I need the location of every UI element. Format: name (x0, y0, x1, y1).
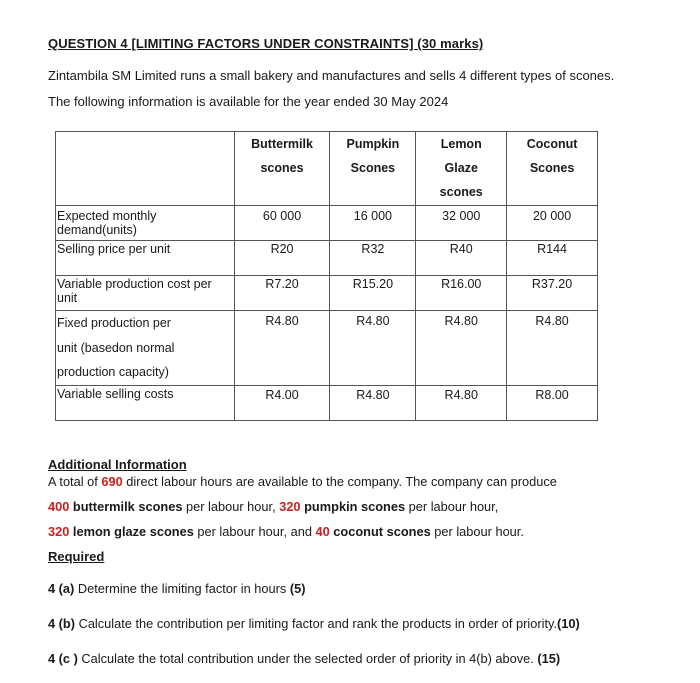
cell-value: 60 000 (234, 206, 330, 241)
cell-value: R7.20 (234, 276, 330, 311)
cell-value: R8.00 (507, 385, 598, 420)
table-row (56, 241, 598, 276)
question-4a: 4 (a) Determine the limiting factor in hours (5) (48, 581, 306, 596)
question-heading: QUESTION 4 [LIMITING FACTORS UNDER CONSTRAINTS] (30 marks) (48, 36, 484, 51)
header-lemon-glaze: Lemon Glaze scones (416, 132, 507, 206)
row-label-fixed-production: Fixed production per unit (basedon normal production capacity) (56, 311, 235, 386)
table-row (56, 385, 598, 420)
header-pumpkin: Pumpkin Scones (330, 132, 416, 206)
question-4c: 4 (c ) Calculate the total contribution under the selected order of priority in 4(b) above. (15) (48, 651, 561, 666)
row-label-demand: Expected monthly demand(units) (56, 206, 235, 241)
cell-value: R20 (234, 241, 330, 276)
header-coconut: Coconut Scones (507, 132, 598, 206)
cell-value: R4.80 (234, 311, 330, 386)
cell-value: 16 000 (330, 206, 416, 241)
cell-value: R144 (507, 241, 598, 276)
table-row (56, 276, 598, 311)
cell-value: R4.80 (416, 385, 507, 420)
header-buttermilk: Buttermilk scones (234, 132, 330, 206)
intro-line-2: The following information is available for the year ended 30 May 2024 (48, 94, 449, 109)
cell-value: R4.80 (416, 311, 507, 386)
intro-line-1: Zintambila SM Limited runs a small bakery and manufactures and sells 4 different types of scones. (48, 68, 615, 83)
required-title: Required (48, 549, 105, 564)
cell-value: 32 000 (416, 206, 507, 241)
cell-value: R37.20 (507, 276, 598, 311)
table-row (56, 206, 598, 241)
additional-line-1: A total of 690 direct labour hours are available to the company. The company can produce (48, 474, 557, 489)
labour-hours-value: 690 (101, 474, 123, 489)
cell-value: R15.20 (330, 276, 416, 311)
additional-info-title: Additional Information (48, 457, 187, 472)
row-label-variable-selling: Variable selling costs (56, 385, 235, 420)
cell-value: R4.80 (330, 311, 416, 386)
cell-value: R32 (330, 241, 416, 276)
additional-line-3: 320 lemon glaze scones per labour hour, and 40 coconut scones per labour hour. (48, 524, 524, 539)
cell-value: R4.80 (330, 385, 416, 420)
row-label-selling-price: Selling price per unit (56, 241, 235, 276)
cell-value: R4.80 (507, 311, 598, 386)
cell-value: R4.00 (234, 385, 330, 420)
cell-value: 20 000 (507, 206, 598, 241)
row-label-variable-production: Variable production cost per unit (56, 276, 235, 311)
header-empty-cell (56, 132, 235, 206)
table-header-row (56, 132, 598, 206)
product-data-table (55, 131, 598, 421)
question-4b: 4 (b) Calculate the contribution per limiting factor and rank the products in order of priority.(10) (48, 616, 580, 631)
additional-line-2: 400 buttermilk scones per labour hour, 320 pumpkin scones per labour hour, (48, 499, 499, 514)
table-row (56, 311, 598, 386)
cell-value: R40 (416, 241, 507, 276)
cell-value: R16.00 (416, 276, 507, 311)
